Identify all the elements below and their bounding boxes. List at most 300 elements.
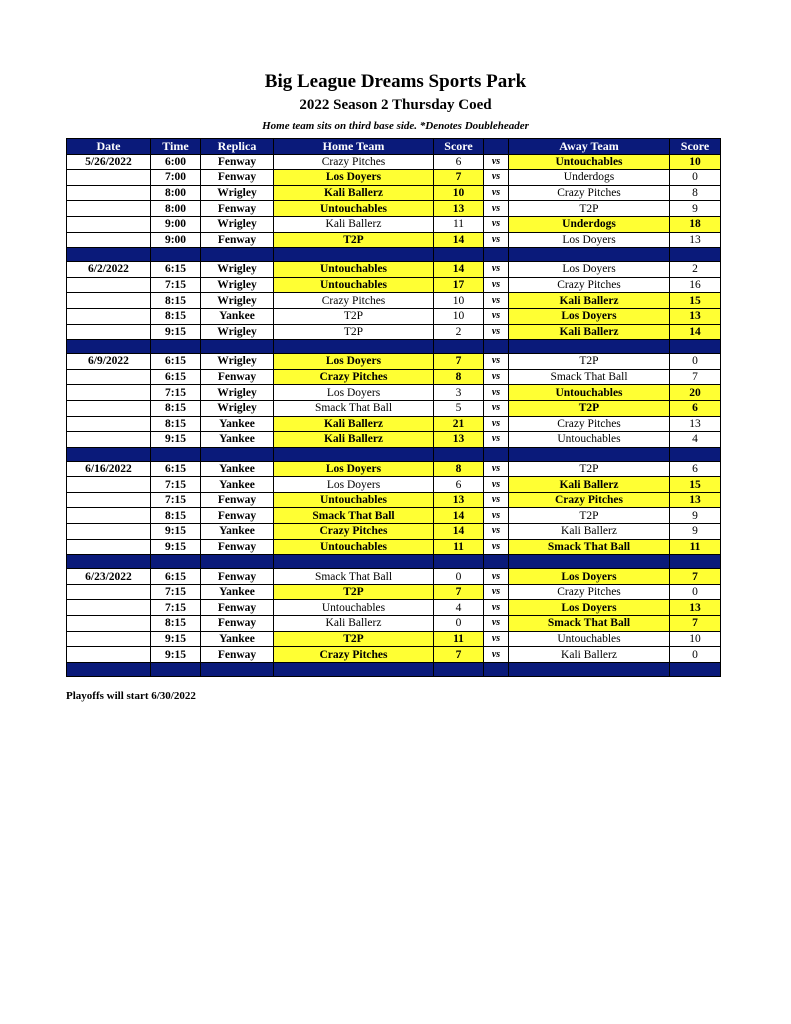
- game-row: [67, 647, 721, 663]
- separator-cell: [434, 340, 484, 354]
- game-replica: Wrigley: [201, 324, 274, 340]
- game-row: [67, 600, 721, 616]
- game-row: [67, 631, 721, 647]
- separator-cell: [484, 662, 509, 676]
- separator-cell: [670, 340, 721, 354]
- vs-label: vs: [484, 324, 509, 340]
- home-team: T2P: [274, 308, 434, 324]
- separator-cell: [151, 662, 201, 676]
- separator-cell: [67, 555, 151, 569]
- game-date: [67, 308, 151, 324]
- separator-cell: [151, 248, 201, 262]
- game-date: [67, 492, 151, 508]
- vs-label: vs: [484, 524, 509, 540]
- home-team: Crazy Pitches: [274, 524, 434, 540]
- game-date: 6/23/2022: [67, 569, 151, 585]
- separator-cell: [509, 555, 670, 569]
- col-header-home-team: Home Team: [274, 139, 434, 155]
- game-replica: Fenway: [201, 154, 274, 170]
- away-team: T2P: [509, 354, 670, 370]
- separator-cell: [67, 662, 151, 676]
- game-date: [67, 277, 151, 293]
- game-date: 6/16/2022: [67, 461, 151, 477]
- away-team: Crazy Pitches: [509, 185, 670, 201]
- game-time: 7:15: [151, 385, 201, 401]
- header-row: [67, 139, 721, 155]
- away-team: Crazy Pitches: [509, 492, 670, 508]
- home-team: T2P: [274, 324, 434, 340]
- col-header-vs: [484, 139, 509, 155]
- game-replica: Wrigley: [201, 216, 274, 232]
- game-row: [67, 416, 721, 432]
- game-row: [67, 277, 721, 293]
- home-score: 6: [434, 477, 484, 493]
- home-team: Untouchables: [274, 262, 434, 278]
- col-header-home-score: Score: [434, 139, 484, 155]
- vs-label: vs: [484, 385, 509, 401]
- away-team: Untouchables: [509, 631, 670, 647]
- home-score: 13: [434, 201, 484, 217]
- away-score: 0: [670, 354, 721, 370]
- home-team: Los Doyers: [274, 354, 434, 370]
- away-score: 7: [670, 569, 721, 585]
- home-score: 7: [434, 584, 484, 600]
- home-team: Smack That Ball: [274, 569, 434, 585]
- game-date: 5/26/2022: [67, 154, 151, 170]
- game-replica: Yankee: [201, 461, 274, 477]
- game-date: [67, 185, 151, 201]
- game-date: [67, 385, 151, 401]
- separator-cell: [274, 340, 434, 354]
- game-time: 7:15: [151, 600, 201, 616]
- home-score: 2: [434, 324, 484, 340]
- away-score: 11: [670, 539, 721, 555]
- home-score: 7: [434, 354, 484, 370]
- game-row: [67, 354, 721, 370]
- away-score: 10: [670, 154, 721, 170]
- home-team: Untouchables: [274, 492, 434, 508]
- home-team: Crazy Pitches: [274, 293, 434, 309]
- away-team: Los Doyers: [509, 262, 670, 278]
- away-score: 13: [670, 600, 721, 616]
- separator-cell: [151, 447, 201, 461]
- game-date: [67, 616, 151, 632]
- home-team: Los Doyers: [274, 170, 434, 186]
- game-date: [67, 201, 151, 217]
- game-replica: Yankee: [201, 432, 274, 448]
- game-time: 7:15: [151, 277, 201, 293]
- separator-cell: [201, 447, 274, 461]
- schedule-table: [66, 138, 721, 677]
- page-title: Big League Dreams Sports Park: [264, 71, 527, 92]
- col-header-date: Date: [67, 139, 151, 155]
- game-row: [67, 154, 721, 170]
- game-time: 8:15: [151, 293, 201, 309]
- home-score: 10: [434, 185, 484, 201]
- game-time: 6:15: [151, 569, 201, 585]
- game-replica: Wrigley: [201, 293, 274, 309]
- game-replica: Wrigley: [201, 354, 274, 370]
- home-score: 14: [434, 262, 484, 278]
- vs-label: vs: [484, 508, 509, 524]
- away-team: T2P: [509, 400, 670, 416]
- game-time: 6:15: [151, 262, 201, 278]
- away-team: T2P: [509, 201, 670, 217]
- game-row: [67, 616, 721, 632]
- game-date: [67, 216, 151, 232]
- game-replica: Fenway: [201, 201, 274, 217]
- separator-cell: [434, 662, 484, 676]
- away-team: Untouchables: [509, 385, 670, 401]
- game-date: [67, 170, 151, 186]
- vs-label: vs: [484, 416, 509, 432]
- game-time: 6:00: [151, 154, 201, 170]
- game-row: [67, 400, 721, 416]
- game-time: 7:00: [151, 170, 201, 186]
- away-team: Kali Ballerz: [509, 477, 670, 493]
- away-score: 0: [670, 584, 721, 600]
- separator-cell: [434, 248, 484, 262]
- away-team: Untouchables: [509, 154, 670, 170]
- home-team: Untouchables: [274, 201, 434, 217]
- week-separator: [67, 340, 721, 354]
- schedule-note: Home team sits on third base side. *Denotes Doubleheader: [262, 120, 529, 132]
- away-score: 15: [670, 477, 721, 493]
- home-team: Los Doyers: [274, 461, 434, 477]
- home-team: T2P: [274, 584, 434, 600]
- vs-label: vs: [484, 170, 509, 186]
- separator-cell: [274, 555, 434, 569]
- away-score: 0: [670, 170, 721, 186]
- away-score: 16: [670, 277, 721, 293]
- vs-label: vs: [484, 354, 509, 370]
- vs-label: vs: [484, 492, 509, 508]
- separator-cell: [484, 248, 509, 262]
- away-score: 20: [670, 385, 721, 401]
- home-team: Kali Ballerz: [274, 432, 434, 448]
- separator-cell: [484, 340, 509, 354]
- away-team: Smack That Ball: [509, 369, 670, 385]
- game-row: [67, 524, 721, 540]
- separator-cell: [67, 248, 151, 262]
- vs-label: vs: [484, 647, 509, 663]
- vs-label: vs: [484, 185, 509, 201]
- game-replica: Fenway: [201, 369, 274, 385]
- col-header-away-team: Away Team: [509, 139, 670, 155]
- home-score: 21: [434, 416, 484, 432]
- home-team: Kali Ballerz: [274, 216, 434, 232]
- away-team: Los Doyers: [509, 600, 670, 616]
- away-score: 9: [670, 201, 721, 217]
- home-score: 6: [434, 154, 484, 170]
- home-team: Untouchables: [274, 600, 434, 616]
- away-score: 6: [670, 400, 721, 416]
- game-row: [67, 492, 721, 508]
- away-score: 15: [670, 293, 721, 309]
- game-date: [67, 600, 151, 616]
- separator-cell: [434, 447, 484, 461]
- home-team: Kali Ballerz: [274, 616, 434, 632]
- home-score: 0: [434, 616, 484, 632]
- away-team: T2P: [509, 508, 670, 524]
- game-date: 6/9/2022: [67, 354, 151, 370]
- home-score: 10: [434, 308, 484, 324]
- separator-cell: [201, 662, 274, 676]
- game-replica: Yankee: [201, 477, 274, 493]
- away-team: Kali Ballerz: [509, 647, 670, 663]
- home-team: Crazy Pitches: [274, 647, 434, 663]
- game-replica: Wrigley: [201, 185, 274, 201]
- separator-cell: [670, 248, 721, 262]
- game-replica: Fenway: [201, 492, 274, 508]
- game-replica: Wrigley: [201, 262, 274, 278]
- game-replica: Wrigley: [201, 277, 274, 293]
- game-time: 8:15: [151, 308, 201, 324]
- game-replica: Wrigley: [201, 400, 274, 416]
- home-score: 7: [434, 647, 484, 663]
- vs-label: vs: [484, 539, 509, 555]
- season-subtitle: 2022 Season 2 Thursday Coed: [299, 97, 492, 113]
- separator-cell: [151, 340, 201, 354]
- separator-cell: [484, 447, 509, 461]
- separator-cell: [201, 555, 274, 569]
- game-row: [67, 385, 721, 401]
- vs-label: vs: [484, 400, 509, 416]
- separator-cell: [67, 340, 151, 354]
- away-score: 13: [670, 492, 721, 508]
- game-time: 7:15: [151, 477, 201, 493]
- game-replica: Yankee: [201, 584, 274, 600]
- game-date: [67, 539, 151, 555]
- home-score: 14: [434, 232, 484, 248]
- vs-label: vs: [484, 631, 509, 647]
- game-time: 8:15: [151, 616, 201, 632]
- away-score: 14: [670, 324, 721, 340]
- vs-label: vs: [484, 154, 509, 170]
- game-date: [67, 416, 151, 432]
- separator-cell: [274, 248, 434, 262]
- home-team: Kali Ballerz: [274, 416, 434, 432]
- game-time: 6:15: [151, 369, 201, 385]
- game-replica: Fenway: [201, 647, 274, 663]
- game-date: [67, 647, 151, 663]
- home-score: 14: [434, 508, 484, 524]
- away-team: Kali Ballerz: [509, 293, 670, 309]
- game-time: 9:15: [151, 432, 201, 448]
- game-date: 6/2/2022: [67, 262, 151, 278]
- game-time: 9:15: [151, 524, 201, 540]
- game-row: [67, 232, 721, 248]
- vs-label: vs: [484, 293, 509, 309]
- game-time: 8:15: [151, 416, 201, 432]
- game-date: [67, 477, 151, 493]
- away-score: 13: [670, 232, 721, 248]
- game-row: [67, 216, 721, 232]
- game-time: 8:00: [151, 201, 201, 217]
- game-time: 8:15: [151, 508, 201, 524]
- away-team: Kali Ballerz: [509, 324, 670, 340]
- home-score: 4: [434, 600, 484, 616]
- game-date: [67, 432, 151, 448]
- schedule-body: [67, 154, 721, 676]
- game-row: [67, 293, 721, 309]
- home-team: Crazy Pitches: [274, 154, 434, 170]
- away-score: 18: [670, 216, 721, 232]
- home-team: Smack That Ball: [274, 508, 434, 524]
- game-row: [67, 324, 721, 340]
- home-team: T2P: [274, 232, 434, 248]
- week-separator: [67, 662, 721, 676]
- game-replica: Fenway: [201, 508, 274, 524]
- playoffs-note: Playoffs will start 6/30/2022: [66, 690, 196, 702]
- away-score: 4: [670, 432, 721, 448]
- game-time: 9:15: [151, 539, 201, 555]
- game-date: [67, 631, 151, 647]
- separator-cell: [509, 662, 670, 676]
- home-team: Los Doyers: [274, 477, 434, 493]
- game-time: 9:15: [151, 631, 201, 647]
- game-time: 9:15: [151, 324, 201, 340]
- away-score: 13: [670, 416, 721, 432]
- separator-cell: [670, 555, 721, 569]
- separator-cell: [67, 447, 151, 461]
- game-date: [67, 524, 151, 540]
- home-team: Untouchables: [274, 539, 434, 555]
- home-team: Los Doyers: [274, 385, 434, 401]
- game-row: [67, 170, 721, 186]
- separator-cell: [151, 555, 201, 569]
- away-score: 10: [670, 631, 721, 647]
- away-team: Untouchables: [509, 432, 670, 448]
- away-team: Underdogs: [509, 170, 670, 186]
- game-replica: Yankee: [201, 416, 274, 432]
- game-date: [67, 324, 151, 340]
- game-row: [67, 584, 721, 600]
- separator-cell: [201, 248, 274, 262]
- home-score: 17: [434, 277, 484, 293]
- game-row: [67, 508, 721, 524]
- separator-cell: [484, 555, 509, 569]
- home-team: Crazy Pitches: [274, 369, 434, 385]
- vs-label: vs: [484, 201, 509, 217]
- week-separator: [67, 447, 721, 461]
- separator-cell: [670, 662, 721, 676]
- home-score: 7: [434, 170, 484, 186]
- away-team: Smack That Ball: [509, 539, 670, 555]
- week-separator: [67, 248, 721, 262]
- game-replica: Fenway: [201, 170, 274, 186]
- away-score: 9: [670, 524, 721, 540]
- home-score: 3: [434, 385, 484, 401]
- game-time: 9:15: [151, 647, 201, 663]
- separator-cell: [434, 555, 484, 569]
- vs-label: vs: [484, 369, 509, 385]
- away-team: Los Doyers: [509, 232, 670, 248]
- vs-label: vs: [484, 569, 509, 585]
- game-time: 7:15: [151, 492, 201, 508]
- away-score: 8: [670, 185, 721, 201]
- game-time: 6:15: [151, 354, 201, 370]
- vs-label: vs: [484, 461, 509, 477]
- vs-label: vs: [484, 277, 509, 293]
- separator-cell: [670, 447, 721, 461]
- away-team: Kali Ballerz: [509, 524, 670, 540]
- game-replica: Yankee: [201, 524, 274, 540]
- col-header-replica: Replica: [201, 139, 274, 155]
- vs-label: vs: [484, 216, 509, 232]
- home-score: 13: [434, 432, 484, 448]
- separator-cell: [509, 248, 670, 262]
- vs-label: vs: [484, 477, 509, 493]
- col-header-away-score: Score: [670, 139, 721, 155]
- vs-label: vs: [484, 262, 509, 278]
- home-team: Untouchables: [274, 277, 434, 293]
- vs-label: vs: [484, 432, 509, 448]
- game-time: 9:00: [151, 232, 201, 248]
- game-date: [67, 293, 151, 309]
- separator-cell: [201, 340, 274, 354]
- vs-label: vs: [484, 616, 509, 632]
- away-team: Los Doyers: [509, 308, 670, 324]
- home-team: T2P: [274, 631, 434, 647]
- game-row: [67, 477, 721, 493]
- game-replica: Fenway: [201, 569, 274, 585]
- away-score: 2: [670, 262, 721, 278]
- separator-cell: [509, 340, 670, 354]
- separator-cell: [509, 447, 670, 461]
- away-score: 7: [670, 616, 721, 632]
- home-score: 8: [434, 461, 484, 477]
- game-replica: Fenway: [201, 539, 274, 555]
- away-score: 6: [670, 461, 721, 477]
- vs-label: vs: [484, 232, 509, 248]
- game-time: 7:15: [151, 584, 201, 600]
- game-replica: Yankee: [201, 308, 274, 324]
- home-score: 10: [434, 293, 484, 309]
- game-row: [67, 369, 721, 385]
- away-team: Crazy Pitches: [509, 584, 670, 600]
- game-row: [67, 569, 721, 585]
- away-team: Crazy Pitches: [509, 277, 670, 293]
- game-row: [67, 262, 721, 278]
- game-replica: Fenway: [201, 616, 274, 632]
- game-row: [67, 539, 721, 555]
- game-time: 6:15: [151, 461, 201, 477]
- game-date: [67, 400, 151, 416]
- game-replica: Fenway: [201, 232, 274, 248]
- vs-label: vs: [484, 600, 509, 616]
- home-score: 11: [434, 539, 484, 555]
- game-date: [67, 584, 151, 600]
- home-score: 13: [434, 492, 484, 508]
- game-time: 9:00: [151, 216, 201, 232]
- home-score: 8: [434, 369, 484, 385]
- separator-cell: [274, 447, 434, 461]
- away-team: Smack That Ball: [509, 616, 670, 632]
- away-score: 13: [670, 308, 721, 324]
- game-row: [67, 185, 721, 201]
- home-score: 14: [434, 524, 484, 540]
- vs-label: vs: [484, 584, 509, 600]
- home-score: 11: [434, 631, 484, 647]
- game-date: [67, 369, 151, 385]
- away-score: 7: [670, 369, 721, 385]
- home-team: Smack That Ball: [274, 400, 434, 416]
- away-score: 0: [670, 647, 721, 663]
- home-score: 11: [434, 216, 484, 232]
- week-separator: [67, 555, 721, 569]
- game-row: [67, 432, 721, 448]
